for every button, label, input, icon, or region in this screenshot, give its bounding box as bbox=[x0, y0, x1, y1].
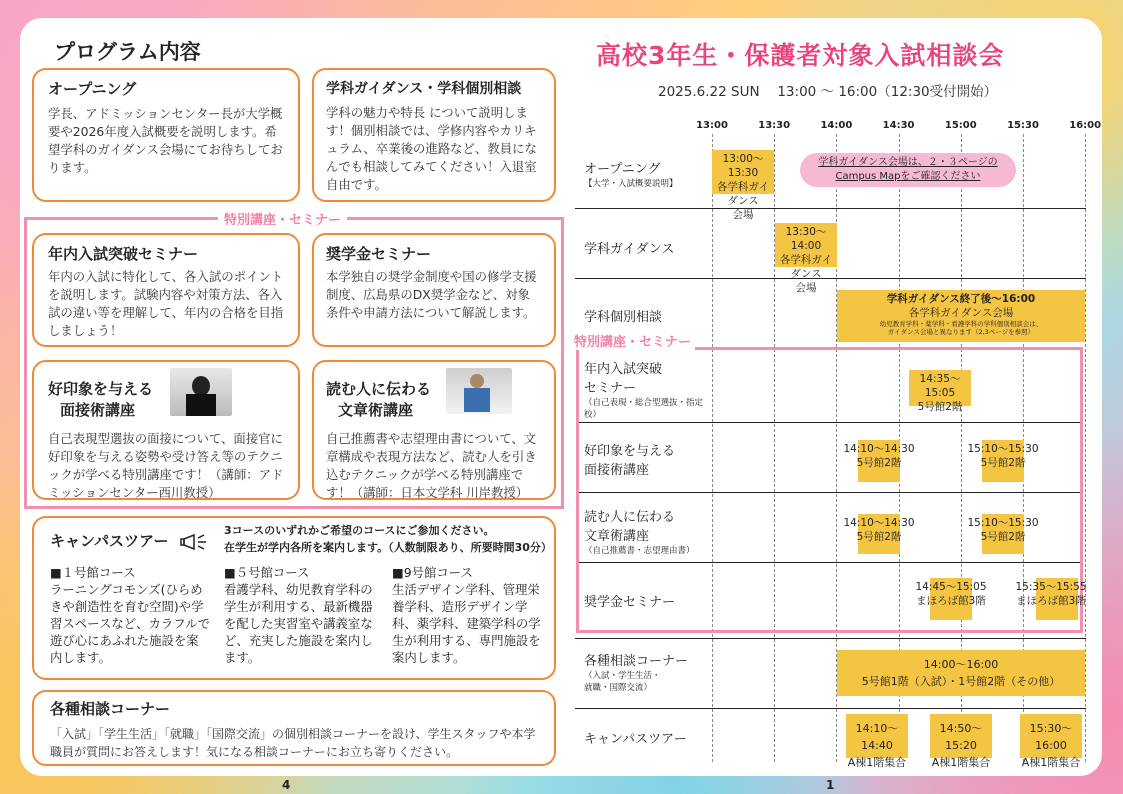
mensetsu-title2: 面接術講座 bbox=[60, 401, 136, 419]
row-label-nennai bbox=[584, 358, 704, 420]
event-soudan bbox=[837, 650, 1085, 696]
soudan-body: 「入試」「学生生活」「就職」「国際交流」の個別相談コーナーを設け、学生スタッフや本学職員が質問にお答えします！気になる相談コーナーにお立ち寄りください。 bbox=[50, 727, 536, 759]
shogaku-title: 奨学金セミナー bbox=[326, 245, 432, 263]
event-time: 13:00〜13:30 bbox=[722, 153, 764, 179]
special-label-schedule: 特別講座・セミナー bbox=[570, 331, 695, 350]
label-sub: 【大学・入試概要説明】 bbox=[584, 179, 678, 189]
tour-intro1: 3コースのいずれかご希望のコースにご参加ください。 bbox=[224, 524, 495, 537]
soudan-title: 各種相談コーナー bbox=[50, 700, 171, 718]
event-place: 会場 bbox=[795, 282, 817, 294]
event-kobetsu bbox=[837, 290, 1085, 342]
campus-map-callout bbox=[800, 153, 1016, 187]
tour-course3 bbox=[392, 564, 544, 666]
page-number-right: 1 bbox=[826, 778, 835, 792]
event-place: A棟1階集合 bbox=[1021, 756, 1081, 769]
mensetsu-card bbox=[32, 360, 300, 500]
time-tick-label: 13:30 bbox=[758, 120, 791, 131]
event-shogaku-2 bbox=[1015, 578, 1087, 620]
soudan-card bbox=[32, 690, 556, 766]
time-tick-label: 15:00 bbox=[944, 120, 977, 131]
opening-card bbox=[32, 68, 300, 202]
event-opening bbox=[712, 150, 774, 221]
event-time: 15:35〜15:55 bbox=[1015, 581, 1087, 593]
event-time: 14:35〜15:05 bbox=[919, 373, 961, 399]
shogaku-body: 本学独自の奨学金制度や国の修学支援制度、広島県のDX奨学金など、対象条件や申請方法について解説します。 bbox=[326, 269, 537, 320]
time-tick-label: 16:00 bbox=[1069, 120, 1102, 131]
label-text: オープニング bbox=[584, 162, 661, 177]
event-mensetsu-1 bbox=[843, 440, 915, 482]
event-tour-2 bbox=[930, 714, 992, 769]
nennai-title: 年内入試突破セミナー bbox=[48, 245, 199, 263]
course3-body: 生活デザイン学科、管理栄養学科、造形デザイン学科、薬学科、建築学科の学生が利用する、専門施設を案内します。 bbox=[392, 582, 541, 665]
row-label-guidance: 学科ガイダンス bbox=[584, 242, 675, 257]
event-place: A棟1階集合 bbox=[931, 756, 991, 769]
opening-body: 学長、アドミッションセンター長が大学概要や2026年度入試概要を説明します。希望学科のガイダンス会場にてお待ちしております。 bbox=[48, 106, 283, 175]
course1-body: ラーニングコモンズ(ひらめきや創造性を育む空間)や学習スペースなど、カラフルで遊び心にあふれた施設を案内します。 bbox=[50, 582, 210, 665]
time-tick-label: 13:00 bbox=[696, 120, 728, 131]
row-label-bunsho bbox=[584, 506, 695, 556]
event-guidance bbox=[775, 223, 837, 294]
label-sub1: （入試・学生生活・ bbox=[584, 671, 661, 681]
tour-course2 bbox=[224, 564, 384, 666]
event-place: 5号館2階 bbox=[856, 457, 902, 469]
course2-title: ■５号館コース bbox=[224, 565, 310, 580]
event-note: 幼児教育学科・薬学科・看護学科の学科個別相談会は、 bbox=[879, 320, 1043, 328]
event-time: 15:10〜15:30 bbox=[967, 517, 1039, 529]
nennai-card bbox=[32, 233, 300, 347]
mensetsu-body: 自己表現型選抜の面接について、面接官に好印象を与える姿勢や受け答え等のテクニックが学べる特別講座です！（講師：アドミッションセンター西川教授） bbox=[48, 431, 284, 500]
callout-line1: 学科ガイダンス会場は、２・３ページの bbox=[818, 157, 998, 168]
event-tour-3 bbox=[1020, 714, 1082, 769]
event-date: 2025.6.22 SUN 13:00 〜 16:00（12:30受付開始） bbox=[658, 84, 998, 100]
page-number-left: 4 bbox=[282, 778, 291, 792]
special-label: 特別講座・セミナー bbox=[218, 209, 347, 228]
time-tick-label: 14:30 bbox=[882, 120, 915, 131]
event-bunsho-1 bbox=[843, 514, 915, 554]
guidance-card bbox=[312, 68, 556, 202]
guidance-body: 学科の魅力や特長 について説明します！個別相談では、学修内容やカリキュラム、卒業後の進路など、教員になんでも相談してみてください！入退室自由です。 bbox=[326, 105, 537, 192]
event-time: 15:10〜15:30 bbox=[967, 443, 1039, 455]
row-label-kobetsu: 学科個別相談 bbox=[584, 310, 663, 325]
event-place: まほろば館3階 bbox=[916, 595, 986, 607]
course1-title: ■１号館コース bbox=[50, 565, 136, 580]
event-place: 5号館2階 bbox=[856, 531, 902, 543]
event-time: 14:00〜16:00 bbox=[923, 658, 999, 671]
event-time: 15:30〜16:00 bbox=[1029, 722, 1073, 752]
label-line1: 年内入試突破 bbox=[584, 362, 663, 377]
row-label-soudan bbox=[584, 650, 688, 693]
guidance-title: 学科ガイダンス・学科個別相談 bbox=[326, 81, 522, 97]
event-tour-1 bbox=[846, 714, 908, 769]
label-sub: （自己表現・総合型選抜・指定校） bbox=[584, 398, 704, 420]
row-divider bbox=[575, 638, 1086, 639]
label-sub2: 就職・国際交流） bbox=[584, 683, 653, 693]
mensetsu-title1: 好印象を与える bbox=[48, 380, 154, 398]
megaphone-icon bbox=[180, 532, 210, 552]
event-place: 5号館2階 bbox=[980, 531, 1026, 543]
event-place: 各学科ガイダンス会場 bbox=[908, 307, 1014, 319]
event-place: 5号館2階 bbox=[980, 457, 1026, 469]
nennai-body: 年内の入試に特化して、各入試のポイントを説明します。試験内容や対策方法、各入試の違い等を理解して、年内の合格を目指しましょう！ bbox=[48, 269, 284, 338]
bunsho-body: 自己推薦書や志望理由書について、文章構成や表現方法など、読む人を引き込むテクニックが学べる特別講座です！（講師：日本文学科 川岸教授） bbox=[326, 431, 537, 500]
event-place: 各学科ガイダンス bbox=[716, 181, 770, 207]
event-time: 14:50〜15:20 bbox=[939, 722, 983, 752]
label-text: 各種相談コーナー bbox=[584, 654, 689, 669]
row-label-tour: キャンパスツアー bbox=[584, 732, 687, 747]
row-divider bbox=[575, 208, 1086, 209]
event-place: 各学科ガイダンス bbox=[779, 254, 833, 280]
event-nennai bbox=[909, 370, 971, 413]
time-gridline bbox=[1085, 134, 1086, 762]
row-divider bbox=[575, 708, 1086, 709]
label-sub: （自己推薦書・志望理由書） bbox=[584, 546, 695, 556]
event-title: 高校3年生・保護者対象入試相談会 bbox=[596, 41, 1005, 70]
label-line2: 文章術講座 bbox=[584, 529, 650, 544]
time-tick-label: 15:30 bbox=[1007, 120, 1039, 131]
label-line2: セミナー bbox=[584, 381, 637, 396]
row-label-shogaku: 奨学金セミナー bbox=[584, 595, 676, 610]
course2-body: 看護学科、幼児教育学科の学生が利用する、最新機器を配した実習室や講義室など、充実した施設を案内します。 bbox=[224, 582, 373, 665]
tour-title: キャンパスツアー bbox=[50, 532, 169, 550]
program-heading: プログラム内容 bbox=[54, 40, 201, 64]
event-time: 14:10〜14:30 bbox=[843, 443, 915, 455]
event-shogaku-1 bbox=[915, 578, 987, 620]
label-line2: 面接術講座 bbox=[584, 463, 650, 478]
course3-title: ■9号館コース bbox=[392, 565, 473, 580]
event-note: ガイダンス会場と異なります（2,3ページを参照） bbox=[887, 328, 1035, 336]
bunsho-title1: 読む人に伝わる bbox=[326, 380, 432, 398]
callout-line2: Campus Mapをご確認ください bbox=[835, 171, 981, 182]
event-bunsho-2 bbox=[967, 514, 1039, 554]
bunsho-card bbox=[312, 360, 556, 500]
shogaku-card bbox=[312, 233, 556, 347]
label-line1: 読む人に伝わる bbox=[584, 510, 676, 525]
row-label-opening bbox=[584, 158, 678, 189]
event-time: 14:10〜14:40 bbox=[855, 722, 899, 752]
time-tick-label: 14:00 bbox=[820, 120, 853, 131]
row-label-mensetsu bbox=[584, 440, 675, 478]
event-place: A棟1階集合 bbox=[847, 756, 907, 769]
event-time: 14:10〜14:30 bbox=[843, 517, 915, 529]
lecturer-photo-kawagishi bbox=[446, 368, 512, 414]
event-time: 14:45〜15:05 bbox=[915, 581, 987, 593]
event-place: 5号館1階（入試）・1号館2階（その他） bbox=[861, 675, 1061, 688]
event-mensetsu-2 bbox=[967, 440, 1039, 482]
opening-title: オープニング bbox=[48, 80, 137, 98]
tour-card bbox=[32, 516, 556, 680]
event-place: 会場 bbox=[732, 209, 754, 221]
event-time: 学科ガイダンス終了後〜16:00 bbox=[886, 293, 1036, 305]
label-line1: 好印象を与える bbox=[584, 444, 676, 459]
lecturer-photo-nishikawa bbox=[170, 368, 232, 416]
event-place: まほろば館3階 bbox=[1016, 595, 1086, 607]
bunsho-title2: 文章術講座 bbox=[338, 401, 414, 419]
tour-intro2: 在学生が学内各所を案内します。（人数制限あり、所要時間30分） bbox=[224, 541, 552, 554]
event-time: 13:30〜14:00 bbox=[785, 226, 827, 252]
tour-course1 bbox=[50, 564, 210, 666]
event-place: 5号館2階 bbox=[917, 401, 963, 413]
